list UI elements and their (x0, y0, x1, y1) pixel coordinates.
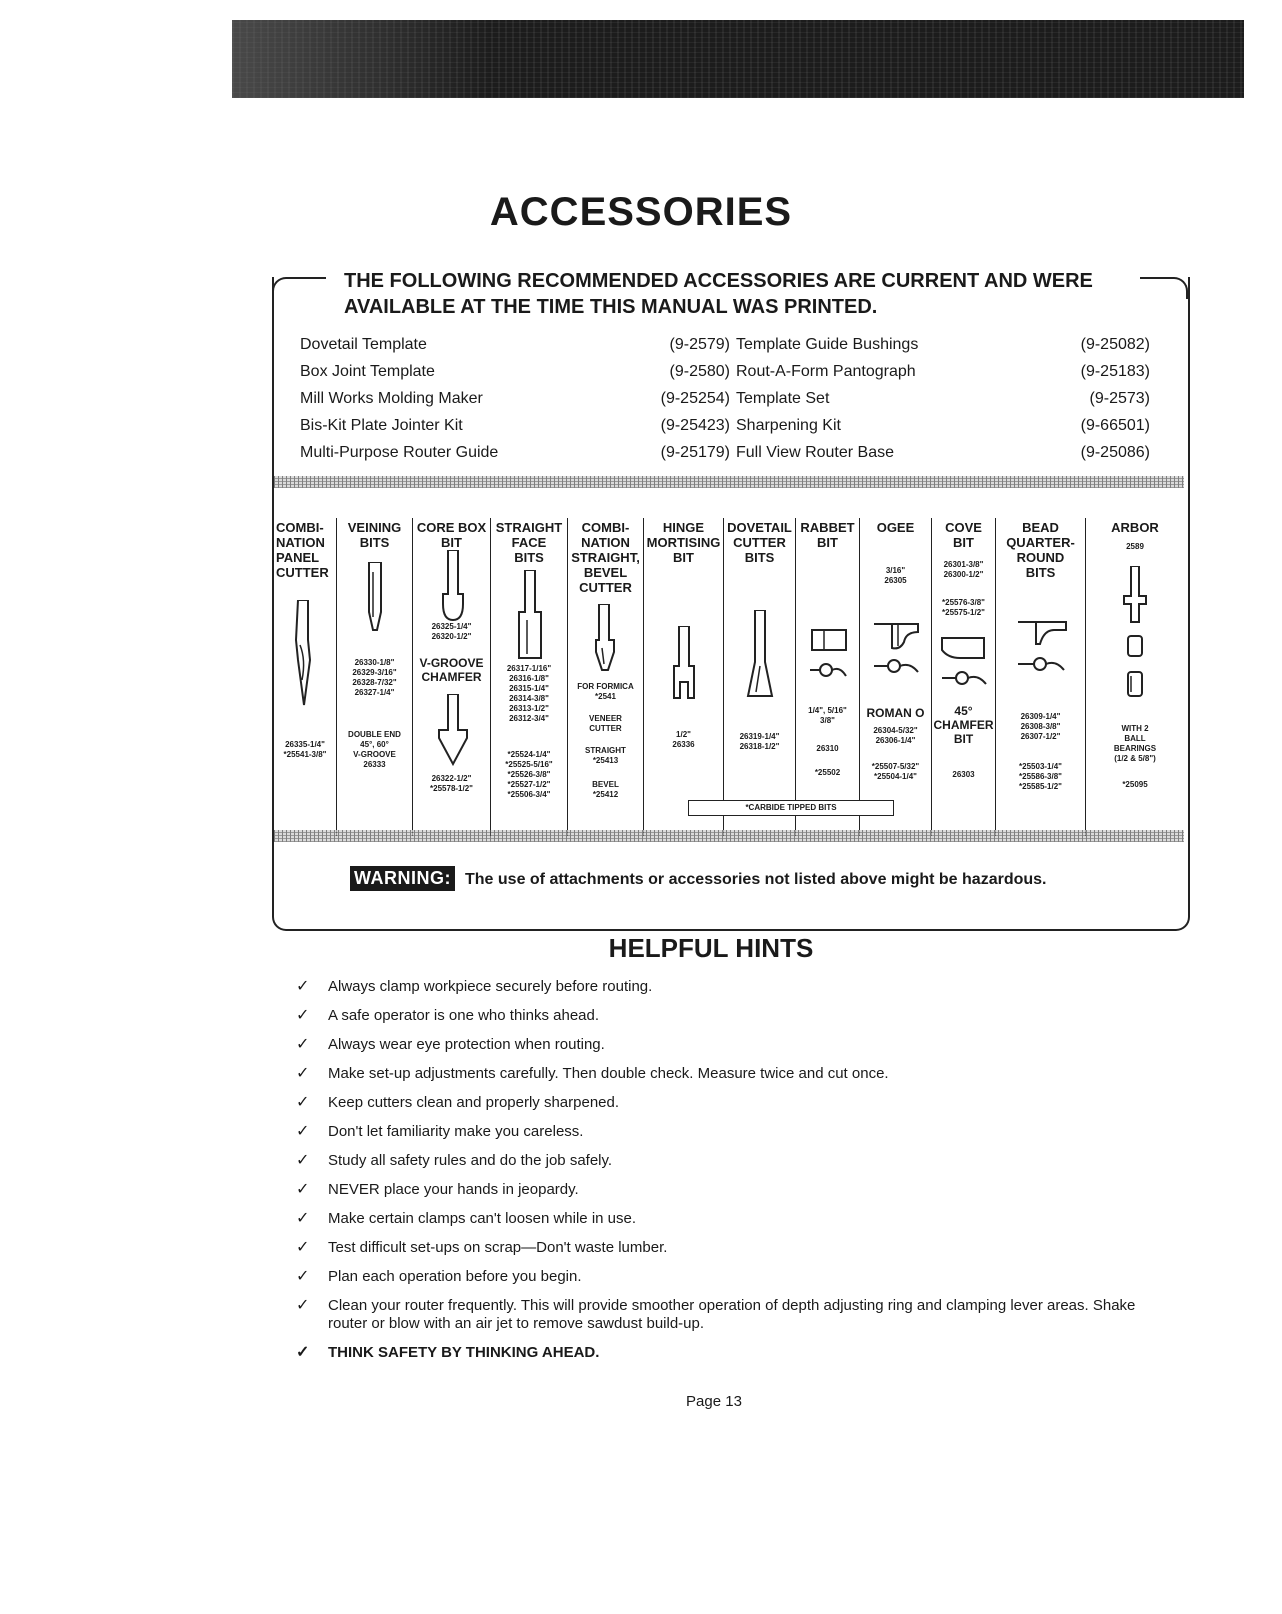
bit-header: ARBOR (1111, 520, 1159, 535)
accessory-number: (9-25082) (1080, 336, 1150, 353)
part-numbers: 26330-1/8" 26329-3/16" 26328-7/32" 26327-1/4" (352, 658, 397, 697)
frame-corner-left (272, 277, 326, 299)
sub-header: ROMAN O (866, 706, 925, 720)
arbor-icon (1120, 566, 1150, 702)
list-item (296, 1007, 1176, 1025)
hint-text: NEVER place your hands in jeopardy. (328, 1181, 579, 1198)
check-icon: ✓ (296, 1210, 310, 1227)
bit-straight-face (490, 518, 567, 836)
hint-text: Always wear eye protection when routing. (328, 1036, 605, 1053)
bit-header: CORE BOX BIT (416, 520, 487, 550)
part-numbers: 26325-1/4" 26320-1/2" (431, 622, 472, 641)
carbide-part-numbers: *25502 (814, 768, 841, 777)
bit-hinge-mortising (643, 518, 723, 836)
accessory-number: (9-25423) (660, 417, 730, 434)
hint-text: THINK SAFETY BY THINKING AHEAD. (328, 1344, 600, 1361)
bevel-cutter-icon (590, 604, 620, 672)
hints-list (296, 978, 1176, 1373)
list-item (296, 1152, 1176, 1170)
accessory-number: (9-2573) (1089, 390, 1150, 407)
hint-text: Make set-up adjustments carefully. Then double check. Measure twice and cut once. (328, 1065, 889, 1082)
hint-text: Plan each operation before you begin. (328, 1268, 582, 1285)
bit-rabbet (795, 518, 859, 836)
part-numbers: 26335-1/4" *25541-3/8" (283, 740, 327, 759)
accessory-name: Dovetail Template (300, 336, 427, 353)
list-item (296, 1344, 1176, 1362)
accessory-name: Full View Router Base (736, 444, 894, 461)
veneer-cutter: VENEER CUTTER (589, 714, 622, 733)
list-item (296, 1036, 1176, 1054)
bit-dovetail (723, 518, 795, 836)
part-numbers: 1/2" 26336 (672, 730, 695, 749)
part-numbers: 26304-5/32" 26306-1/4" (873, 726, 918, 745)
accessories-list (300, 336, 1150, 471)
part-numbers: 26303 (952, 770, 975, 779)
bit-header: RABBET BIT (800, 520, 855, 550)
arbor-number: 2589 (1126, 542, 1144, 551)
list-item (296, 1181, 1176, 1199)
carbide-part-numbers: *25524-1/4" *25525-5/16" *25526-3/8" *25527-1/2" *25506-3/4" (505, 750, 553, 799)
double-end-v-groove: DOUBLE END 45°, 60° V-GROOVE 26333 (348, 730, 401, 769)
panel-cutter-icon (292, 600, 314, 710)
bit-combination-panel (274, 518, 336, 836)
check-icon: ✓ (296, 978, 310, 995)
list-item (296, 1123, 1176, 1141)
router-bits-table (274, 518, 1184, 836)
accessory-number: (9-66501) (1080, 417, 1150, 434)
formica: FOR FORMICA *2541 (577, 682, 634, 701)
check-icon: ✓ (296, 1123, 310, 1140)
check-icon: ✓ (296, 1181, 310, 1198)
hint-text: Make certain clamps can't loosen while in use. (328, 1210, 637, 1227)
accessory-number: (9-25086) (1080, 444, 1150, 461)
accessory-name: Rout-A-Form Pantograph (736, 363, 916, 380)
page-number: Page 13 (686, 1393, 742, 1410)
bevel-cutter: BEVEL *25412 (592, 780, 619, 799)
dovetail-bit-icon (744, 610, 776, 700)
rabbet-bit-icon (806, 628, 852, 684)
bit-header: HINGE MORTISING BIT (646, 520, 721, 565)
accessory-number: (9-2580) (669, 363, 730, 380)
carbide-part-numbers: *25507-5/32" *25504-1/4" (871, 762, 920, 781)
accessory-number: (9-25179) (660, 444, 730, 461)
ogee-size: 3/16" 26305 (884, 566, 907, 585)
accessory-number: (9-2579) (669, 336, 730, 353)
hint-text: Study all safety rules and do the job safely. (328, 1152, 613, 1169)
bit-bead-quarter-round (995, 518, 1085, 836)
list-item (296, 978, 1176, 996)
sub-header: V-GROOVE CHAMFER (419, 656, 484, 684)
bit-cove (931, 518, 995, 836)
warning-text: The use of attachments or accessories not listed above might be hazardous. (465, 871, 1047, 888)
accessories-intro: THE FOLLOWING RECOMMENDED ACCESSORIES ARE CURRENT AND WERE AVAILABLE AT THE TIME THIS MANUAL WAS PRINTED. (338, 268, 1140, 320)
accessory-row (300, 336, 1150, 363)
veining-bit-icon (365, 562, 385, 632)
accessory-number: (9-25183) (1080, 363, 1150, 380)
check-icon: ✓ (296, 1094, 310, 1111)
check-icon: ✓ (296, 1036, 310, 1053)
hints-title: HELPFUL HINTS (608, 933, 814, 963)
cove-bit-icon (938, 636, 990, 694)
warning-line (350, 866, 1046, 891)
core-box-bit-icon (437, 550, 469, 622)
accessory-name: Multi-Purpose Router Guide (300, 444, 499, 461)
accessory-name: Template Set (736, 390, 830, 407)
part-numbers: 26322-1/2" *25578-1/2" (430, 774, 473, 793)
bit-veining (336, 518, 412, 836)
bit-header: VEINING BITS (347, 520, 402, 550)
bit-header: COMBI- NATION PANEL CUTTER (276, 520, 329, 580)
hint-text: Don't let familiarity make you careless. (328, 1123, 584, 1140)
arbor-bearings: WITH 2 BALL BEARINGS (1/2 & 5/8") (1113, 724, 1157, 763)
hint-text: Clean your router frequently. This will provide smoother operation of depth adjusting ring and clamping lever areas. Shake router or blow with an air jet to remove sawdust build-up. (328, 1297, 1136, 1332)
rabbet-sizes: 1/4", 5/16" 3/8" (808, 706, 847, 725)
hint-text: A safe operator is one who thinks ahead. (328, 1007, 600, 1024)
accessory-name: Sharpening Kit (736, 417, 841, 434)
bit-header: DOVETAIL CUTTER BITS (727, 520, 792, 565)
bit-core-box (412, 518, 490, 836)
bit-combination-straight-bevel (567, 518, 643, 836)
bit-ogee (859, 518, 931, 836)
sub-header: 45° CHAMFER BIT (933, 704, 994, 746)
check-icon: ✓ (296, 1239, 310, 1256)
carbide-part-numbers: *25503-1/4" *25586-3/8" *25585-1/2" (1019, 762, 1062, 791)
divider-band (274, 830, 1184, 842)
hint-text: Always clamp workpiece securely before routing. (328, 978, 653, 995)
list-item (296, 1297, 1176, 1333)
bead-bit-icon (1014, 620, 1070, 682)
part-numbers: 26319-1/4" 26318-1/2" (739, 732, 780, 751)
divider-band (274, 476, 1184, 488)
part-numbers: 26309-1/4" 26308-3/8" 26307-1/2" (1020, 712, 1061, 741)
hint-text: Test difficult set-ups on scrap—Don't waste lumber. (328, 1239, 668, 1256)
check-icon: ✓ (296, 1268, 310, 1285)
check-icon: ✓ (296, 1007, 310, 1024)
check-icon: ✓ (296, 1152, 310, 1169)
accessory-row (300, 417, 1150, 444)
list-item (296, 1065, 1176, 1083)
bit-header: STRAIGHT FACE BITS (495, 520, 563, 565)
part-numbers: 26310 (816, 744, 839, 753)
list-item (296, 1268, 1176, 1286)
list-item (296, 1094, 1176, 1112)
bit-header: COMBI- NATION STRAIGHT, BEVEL CUTTER (571, 520, 640, 595)
header-band (232, 20, 1244, 98)
straight-cutter: STRAIGHT *25413 (585, 746, 626, 765)
part-numbers: 26317-1/16" 26316-1/8" 26315-1/4" 26314-3/8" 26313-1/2" 26312-3/4" (506, 664, 552, 723)
v-groove-chamfer-icon (435, 694, 471, 766)
carbide-part-numbers: *25576-3/8" *25575-1/2" (942, 598, 985, 617)
warning-badge: WARNING: (350, 866, 455, 891)
accessory-number: (9-25254) (660, 390, 730, 407)
straight-bit-icon (515, 570, 545, 660)
check-icon: ✓ (296, 1297, 310, 1314)
accessory-name: Box Joint Template (300, 363, 435, 380)
page-title: ACCESSORIES (489, 190, 793, 234)
bit-header: COVE BIT (945, 520, 982, 550)
part-numbers: 26301-3/8" 26300-1/2" (943, 560, 984, 579)
accessory-name: Template Guide Bushings (736, 336, 919, 353)
check-icon: ✓ (296, 1065, 310, 1082)
check-icon: ✓ (296, 1344, 310, 1361)
list-item (296, 1210, 1176, 1228)
accessory-row (300, 363, 1150, 390)
accessory-name: Bis-Kit Plate Jointer Kit (300, 417, 463, 434)
hinge-bit-icon (670, 626, 698, 702)
ogee-bit-icon (870, 622, 922, 682)
bit-header: BEAD QUARTER- ROUND BITS (1006, 520, 1075, 580)
accessory-name: Mill Works Molding Maker (300, 390, 483, 407)
list-item (296, 1239, 1176, 1257)
hint-text: Keep cutters clean and properly sharpened. (328, 1094, 620, 1111)
carbide-part-numbers: *25095 (1122, 780, 1148, 789)
bit-header: OGEE (876, 520, 915, 535)
carbide-note: *CARBIDE TIPPED BITS (688, 800, 894, 816)
accessory-row (300, 390, 1150, 417)
accessory-row (300, 444, 1150, 471)
bit-arbor (1085, 518, 1184, 836)
